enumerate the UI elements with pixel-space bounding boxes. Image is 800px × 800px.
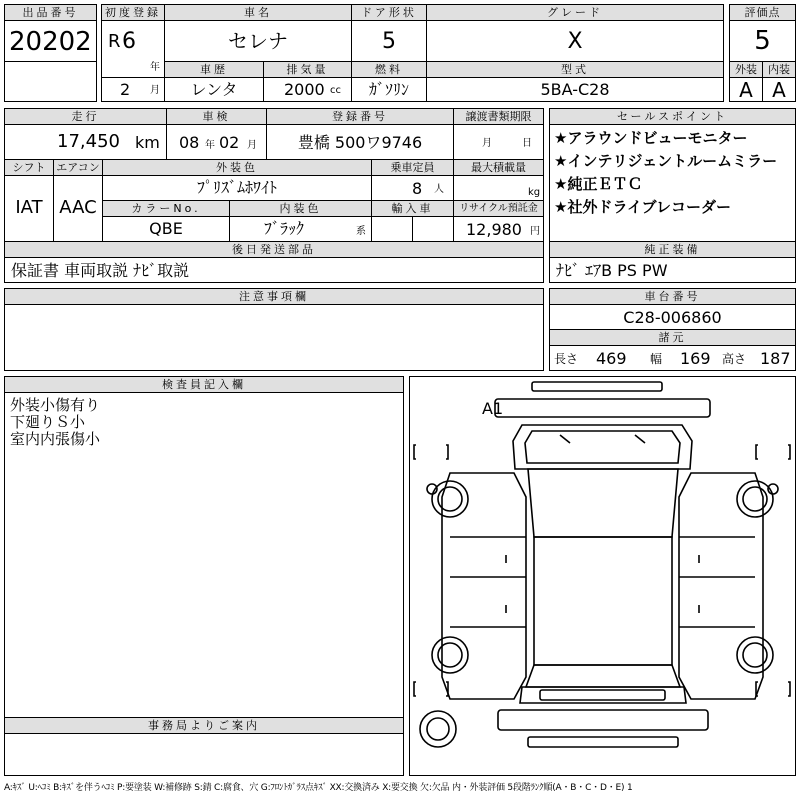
inspection-year: 08 (179, 133, 200, 152)
inspection-month: 02 (219, 133, 240, 152)
mileage-value: 17,450 (57, 131, 120, 152)
sales-points-label: セールスポイント (549, 108, 796, 125)
first-reg-label: 初度登録 (101, 4, 165, 21)
door-label: ドア形状 (351, 4, 427, 21)
first-reg-year-box (101, 20, 165, 78)
inspection-year-unit: 年 (205, 140, 215, 151)
later-parts-box (4, 257, 544, 283)
length-label: 長さ (554, 352, 579, 366)
max-load-box (453, 175, 544, 201)
office-notes-box (4, 733, 404, 776)
mileage-box (4, 124, 167, 160)
height-label: 高さ (722, 352, 747, 366)
inspector-notes-label: 検査員記入欄 (4, 376, 404, 393)
grade-label: グレード (426, 4, 724, 21)
first-reg-month: 2 (120, 80, 131, 99)
first-reg-year-unit: 年 (150, 62, 160, 73)
mileage-unit: km (135, 133, 160, 152)
transfer-day-unit: 日 (522, 138, 532, 149)
width-label: 幅 (650, 352, 663, 366)
score-box (729, 20, 796, 62)
body-color-value: ﾌﾟﾘｽﾞﾑﾎﾜｲﾄ (196, 178, 277, 197)
diagram-damage-mark: A1 (482, 399, 504, 418)
sales-point-item: ★社外ドライブレコーダー (554, 198, 731, 216)
height-value: 187 (760, 349, 791, 368)
shift-label: シフト (4, 159, 54, 176)
plate-value: 豊橋 500ワ9746 (297, 133, 423, 152)
genuine-equipment-box (549, 257, 796, 283)
caution-label: 注意事項欄 (4, 288, 544, 305)
chassis-label: 車台番号 (549, 288, 796, 305)
plate-label: 登録番号 (266, 108, 454, 125)
later-parts-value: 保証書 車両取説 ﾅﾋﾞ取説 (11, 261, 190, 280)
caution-box (4, 304, 544, 371)
history-label: 車歴 (164, 61, 264, 78)
inspection-month-unit: 月 (247, 140, 257, 151)
lot-blank-box (4, 61, 97, 102)
lot-number: 20202 (9, 27, 92, 57)
interior-grade-label: 内装 (762, 61, 796, 78)
car-name-label: 車名 (164, 4, 352, 21)
fuel-label: 燃料 (351, 61, 427, 78)
exterior-grade-value: A (739, 78, 753, 102)
recycle-label: リサイクル預託金 (453, 200, 544, 217)
history-value: レンタ (190, 80, 238, 99)
interior-color-label: 内装色 (229, 200, 372, 217)
inspector-note-line: 下廻りＳ小 (10, 413, 86, 431)
transfer-month-unit: 月 (482, 138, 492, 149)
dimensions-box (549, 345, 796, 371)
inspector-note-line: 室内内張傷小 (10, 430, 101, 448)
transfer-deadline-label: 譲渡書類期限 (453, 108, 544, 125)
model-code-box (426, 77, 724, 102)
door-box (351, 20, 427, 62)
car-diagram-box (409, 376, 796, 776)
exterior-grade-label: 外装 (729, 61, 763, 78)
legend-text: A:ｷｽﾞ U:ﾍｺﾐ B:ｷｽﾞを伴うﾍｺﾐ P:要塗装 W:補修跡 S:錆 C:腐食、穴 G:ﾌﾛﾝﾄｶﾞﾗｽ点ｷｽﾞ XX:交換済み X:要交換 欠:欠品 内・外装評価 5段階ﾗﾝｸ順(A・B・C・D・E) 1 (4, 783, 633, 793)
score-value: 5 (754, 26, 771, 56)
displacement-unit: cc (330, 85, 341, 96)
shift-box (4, 175, 54, 242)
chassis-box (549, 304, 796, 330)
office-notes-label: 事務局よりご案内 (4, 717, 404, 734)
recycle-unit: 円 (530, 226, 540, 237)
inspection-label: 車検 (166, 108, 267, 125)
inspector-notes-box (4, 392, 404, 718)
transfer-deadline-box (453, 124, 544, 160)
capacity-label: 乗車定員 (371, 159, 454, 176)
car-diagram (410, 377, 795, 775)
sales-point-item: ★純正ＥＴＣ (554, 175, 643, 193)
recycle-value: 12,980 (466, 220, 522, 239)
interior-color-value: ﾌﾞﾗｯｸ (264, 219, 305, 238)
displacement-value: 2000 (284, 80, 325, 99)
exterior-grade-box (729, 77, 763, 102)
import-label: 輸入車 (371, 200, 454, 217)
aircon-value: AAC (59, 197, 97, 218)
aircon-label: エアコン (53, 159, 103, 176)
first-reg-year: 6 (122, 29, 136, 54)
length-value: 469 (596, 349, 627, 368)
car-name-box (164, 20, 352, 62)
chassis-value: C28-006860 (623, 308, 722, 327)
plate-box (266, 124, 454, 160)
car-name: セレナ (228, 29, 288, 53)
displacement-label: 排気量 (263, 61, 352, 78)
model-code-label: 型式 (426, 61, 724, 78)
capacity-unit: 人 (434, 184, 444, 195)
fuel-box (351, 77, 427, 102)
body-color-label: 外装色 (102, 159, 372, 176)
capacity-value: 8 (412, 179, 423, 198)
interior-grade-value: A (772, 78, 786, 102)
first-reg-era: R (108, 31, 121, 52)
sales-point-item: ★インテリジェントルームミラー (554, 152, 778, 170)
inspector-note-line: 外装小傷有り (10, 396, 101, 414)
first-reg-month-box (101, 77, 165, 102)
genuine-equipment-value: ﾅﾋﾞ ｴｱB PS PW (556, 261, 668, 280)
body-color-box (102, 175, 372, 201)
sales-point-item: ★アラウンドビューモニター (554, 129, 748, 147)
later-parts-label: 後日発送部品 (4, 241, 544, 258)
lot-number-box (4, 20, 97, 62)
interior-grade-box (762, 77, 796, 102)
fuel-value: ｶﾞｿﾘﾝ (368, 80, 409, 99)
door-value: 5 (382, 29, 396, 54)
interior-color-box (229, 216, 372, 242)
color-no-label: カラーNo. (102, 200, 230, 217)
import-box (371, 216, 454, 242)
first-reg-month-unit: 月 (150, 85, 160, 96)
shift-value: IAT (15, 197, 43, 218)
mileage-label: 走行 (4, 108, 167, 125)
sales-points-box (549, 124, 796, 242)
grade-box (426, 20, 724, 62)
interior-color-unit: 系 (356, 226, 366, 237)
capacity-box (371, 175, 454, 201)
width-value: 169 (680, 349, 711, 368)
genuine-equipment-label: 純正装備 (549, 241, 796, 258)
recycle-box (453, 216, 544, 242)
displacement-box (263, 77, 352, 102)
color-no-value: QBE (149, 219, 183, 238)
inspection-box (166, 124, 267, 160)
dimensions-label: 諸元 (549, 329, 796, 346)
aircon-box (53, 175, 103, 242)
color-no-box (102, 216, 230, 242)
model-code-value: 5BA-C28 (540, 80, 610, 99)
lot-label: 出品番号 (4, 4, 97, 21)
score-label: 評価点 (729, 4, 796, 21)
max-load-label: 最大積載量 (453, 159, 544, 176)
max-load-unit: kg (528, 187, 541, 198)
history-box (164, 77, 264, 102)
grade-value: X (567, 29, 583, 54)
